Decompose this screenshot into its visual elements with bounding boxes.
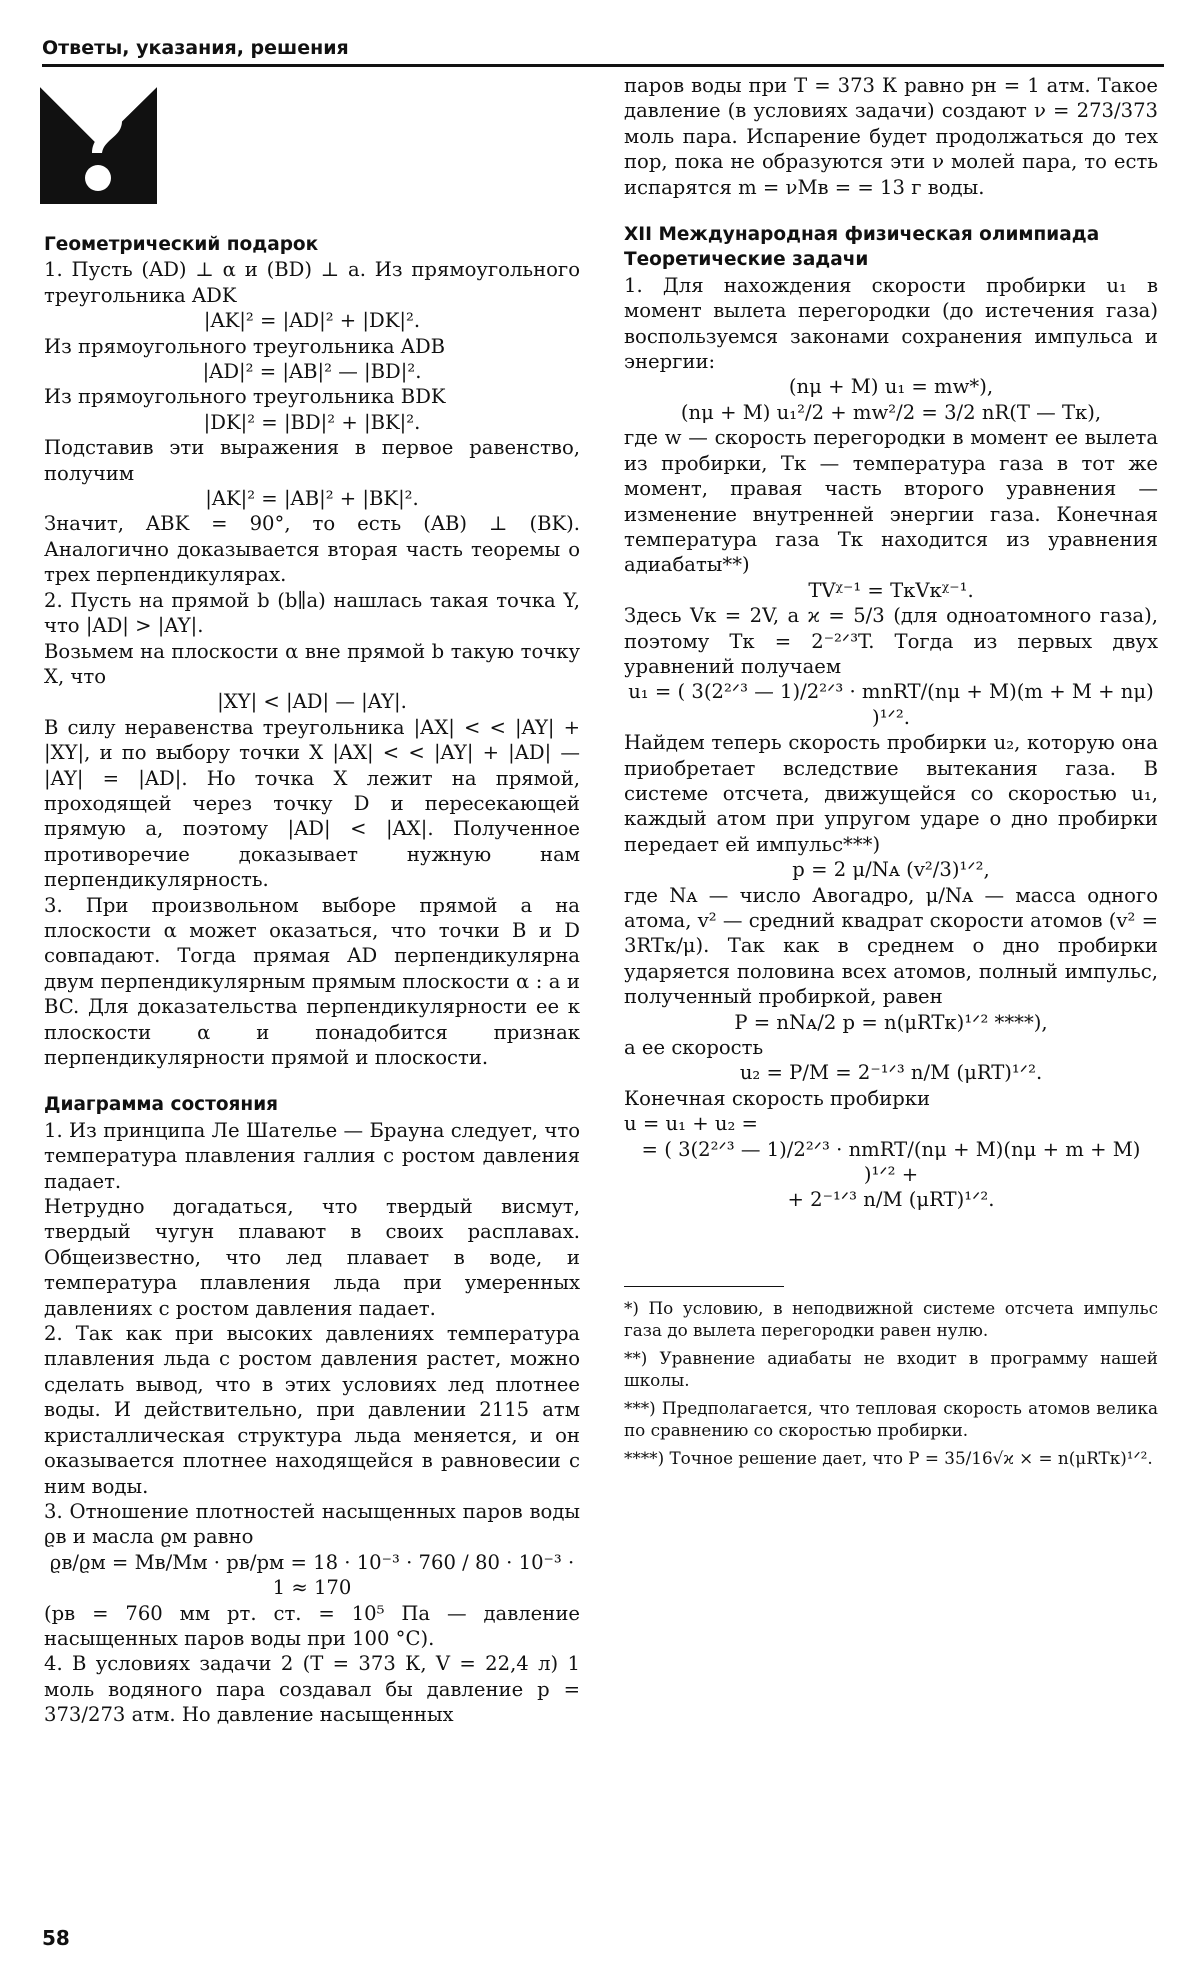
paragraph: Конечная скорость пробирки	[624, 1086, 931, 1110]
paragraph: Возьмем на плоскости α вне прямой b такую точку X, что	[44, 639, 580, 688]
formula: (nμ + M) u₁ = mw*),	[788, 375, 994, 399]
paragraph: 3. При произвольном выборе прямой a на плоскости α может оказаться, что точки B и D совпадают. Тогда прямая AD перпендикулярна двум перпендикулярным прямым плоскости α : a и BC. Для доказательства перпендикулярности ее к плоскости α и понадобится признак перпендикулярности прямой и плоскости.	[44, 893, 580, 1069]
section-heading: Теоретические задачи	[624, 249, 869, 271]
paragraph: где w — скорость перегородки в момент ее вылета из пробирки, Tк — температура газа в тот же момент, правая часть второго уравнения — изменение внутренней энергии газа. Конечная температура газа Tк находится из уравнения адиабаты**)	[624, 426, 1158, 577]
paragraph: Нетрудно догадаться, что твердый висмут, твердый чугун плавают в своих расплавах. Общеизвестно, что лед плавает в воде, и температура плавления льда при умеренных давлениях с ростом давления падает.	[44, 1195, 580, 1320]
paragraph: Из прямоугольного треугольника ADB	[44, 334, 446, 358]
formula: = ( 3(2²ᐟ³ — 1)/2²ᐟ³ · nmRT/(nμ + M)(nμ + m + M) )¹ᐟ² +	[641, 1137, 1141, 1187]
paragraph: а ее скорость	[624, 1036, 764, 1060]
paragraph: Значит, ABK = 90°, то есть (AB) ⊥ (BK). Аналогично доказывается вторая часть теоремы о трех перпендикулярах.	[44, 512, 580, 587]
question-mark-logo	[40, 87, 157, 204]
paragraph: 1. Из принципа Ле Шателье — Брауна следует, что температура плавления галлия с ростом давления падает.	[44, 1118, 580, 1193]
formula: |DK|² = |BD|² + |BK|².	[203, 410, 421, 434]
paragraph: В силу неравенства треугольника |AX| < < |AY| + |XY|, и по выбору точки X |AX| < < |AY| + |AD| — |AY| = |AD|. Но точка X лежит на прямой, проходящей через точку D и пересекающей прямую a, поэтому |AD| < |AX|. Полученное противоречие доказывает нужную нам перпендикулярность.	[44, 715, 580, 892]
footnote-separator	[624, 1286, 784, 1287]
paragraph: Из прямоугольного треугольника BDK	[44, 385, 446, 409]
spacer	[44, 1070, 580, 1092]
paragraph: Подставив эти выражения в первое равенство, получим	[44, 436, 580, 485]
footnote: *) По условию, в неподвижной системе отсчета импульс газа до вылета перегородки равен нулю.	[624, 1297, 1158, 1340]
formula: P = nNᴀ/2 p = n(μRTк)¹ᐟ² ****),	[734, 1010, 1048, 1034]
left-column	[44, 232, 580, 1728]
section-heading: XII Международная физическая олимпиада	[624, 224, 1100, 246]
formula: |AK|² = |AB|² + |BK|².	[205, 487, 419, 511]
paragraph: (pв = 760 мм рт. ст. = 10⁵ Па — давление насыщенных паров воды при 100 °C).	[44, 1601, 580, 1650]
paragraph: u = u₁ + u₂ =	[624, 1112, 758, 1136]
section-heading: Диаграмма состояния	[44, 1094, 279, 1116]
spacer	[624, 1213, 1158, 1283]
paragraph: где Nᴀ — число Авогадро, μ/Nᴀ — масса одного атома, v² — средний квадрат скорости атомов (v² = 3RTк/μ). Так как в среднем о дно пробирки ударяется половина всех атомов, полный импульс, полученный пробиркой, равен	[624, 883, 1158, 1009]
formula: u₂ = P/M = 2⁻¹ᐟ³ n/M (μRT)¹ᐟ².	[739, 1061, 1043, 1085]
paragraph: 1. Пусть (AD) ⊥ α и (BD) ⊥ a. Из прямоугольного треугольника ADK	[44, 258, 580, 307]
formula: |AD|² = |AB|² — |BD|².	[202, 360, 422, 384]
formula: u₁ = ( 3(2²ᐟ³ — 1)/2²ᐟ³ · mnRT/(nμ + M)(m + M + nμ) )¹ᐟ².	[628, 680, 1154, 729]
paragraph: 4. В условиях задачи 2 (T = 373 К, V = 22,4 л) 1 моль водяного пара создавал бы давление p = 373/273 атм. Но давление насыщенных	[44, 1652, 580, 1727]
paragraph: 2. Пусть на прямой b (b∥a) нашлась такая точка Y, что |AD| > |AY|.	[44, 588, 580, 638]
running-header-title: Ответы, указания, решения	[42, 37, 349, 59]
right-column	[624, 73, 1158, 1475]
formula: TVᵡ⁻¹ = TкVкᵡ⁻¹.	[808, 578, 974, 602]
footnote: **) Уравнение адиабаты не входит в программу нашей школы.	[624, 1347, 1158, 1390]
formula: |AK|² = |AD|² + |DK|².	[203, 309, 421, 333]
formula: (nμ + M) u₁²/2 + mw²/2 = 3/2 nR(T — Tк),	[680, 400, 1102, 424]
formula: + 2⁻¹ᐟ³ n/M (μRT)¹ᐟ².	[787, 1188, 995, 1212]
paragraph: Здесь Vк = 2V, а ϰ = 5/3 (для одноатомного газа), поэтому Tк = 2⁻²ᐟ³T. Тогда из первых двух уравнений получаем	[624, 604, 1158, 678]
paragraph: паров воды при T = 373 К равно pн = 1 атм. Такое давление (в условиях задачи) создают ν = 273/373 моль пара. Испарение будет продолжаться до тех пор, пока не образуются эти ν молей пара, то есть испарятся m = νMв = = 13 г воды.	[624, 74, 1158, 199]
footnote: ***) Предполагается, что тепловая скорость атомов велика по сравнению со скоростью пробирки.	[624, 1397, 1158, 1440]
footnote: ****) Точное решение дает, что P = 35/16√ϰ × = n(μRTк)¹ᐟ².	[624, 1447, 1153, 1468]
formula: ϱв/ϱм = Mв/Mм · pв/pм = 18 · 10⁻³ · 760 / 80 · 10⁻³ · 1 ≈ 170	[49, 1550, 575, 1600]
formula: p = 2 μ/Nᴀ (v²/3)¹ᐟ²,	[792, 858, 990, 882]
formula: |XY| < |AD| — |AY|.	[217, 690, 407, 714]
paragraph: 2. Так как при высоких давлениях температура плавления льда с ростом давления растет, можно сделать вывод, что в этих условиях лед плотнее воды. И действительно, при давлении 2115 атм кристаллическая структура льда меняется, и он оказывается плотнее находящейся в равновесии с ним воды.	[44, 1322, 580, 1498]
running-header	[42, 36, 1164, 67]
paragraph: 1. Для нахождения скорости пробирки u₁ в момент вылета перегородки (до истечения газа) воспользуемся законами сохранения импульса и энергии:	[624, 273, 1158, 374]
paragraph: 3. Отношение плотностей насыщенных паров воды ϱв и масла ϱм равно	[44, 1499, 580, 1549]
page-number: 58	[42, 1926, 70, 1950]
paragraph: Найдем теперь скорость пробирки u₂, которую она приобретает вследствие вытекания газа. В системе отсчета, движущейся со скоростью u₁, каждый атом при упругом ударе о дно пробирки передает ей импульс***)	[624, 731, 1158, 856]
section-heading: Геометрический подарок	[44, 234, 319, 255]
spacer	[624, 200, 1158, 222]
